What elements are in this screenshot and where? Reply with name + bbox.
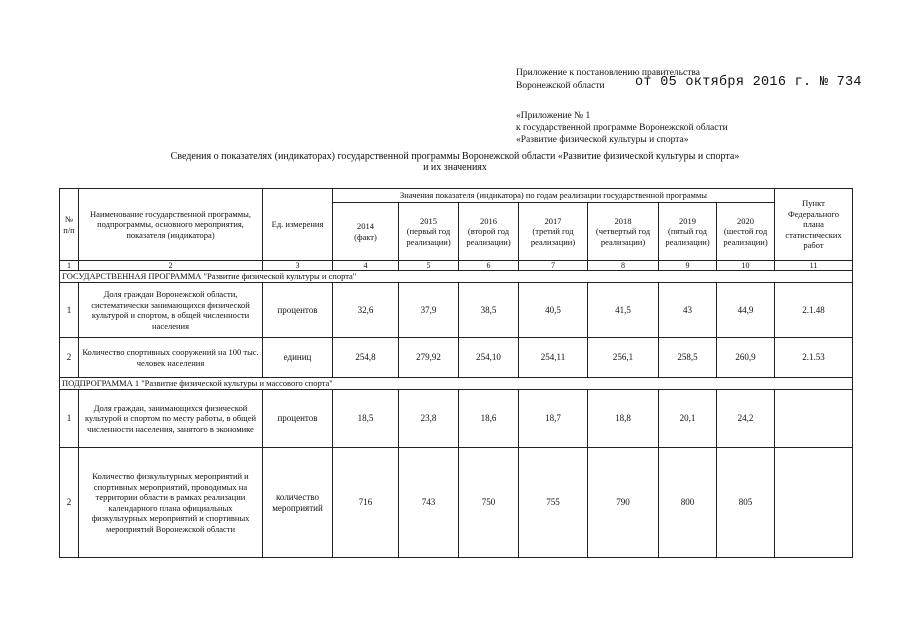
- table-row: [60, 390, 853, 448]
- table-row: [60, 448, 853, 558]
- appendix-line-3: «Развитие физической культуры и спорта»: [516, 135, 689, 145]
- row-number: 2: [60, 448, 79, 558]
- appendix-line-1: «Приложение № 1: [516, 111, 591, 121]
- indicator-unit: единиц: [263, 338, 333, 378]
- indicator-value: 32,6: [333, 283, 399, 338]
- attachment-line-2: Воронежской области: [516, 81, 605, 91]
- header-year-note: (первый год реализации): [406, 226, 451, 247]
- indicator-value: 258,5: [659, 338, 717, 378]
- indicator-name: Количество спортивных сооружений на 100 тыс. человек населения: [79, 338, 263, 378]
- header-year-value: 2020: [737, 215, 754, 226]
- header-year-note: (третий год реализации): [530, 226, 576, 247]
- indicator-value: 43: [659, 283, 717, 338]
- indicator-unit: количество мероприятий: [263, 448, 333, 558]
- header-year-value: 2014: [357, 221, 374, 231]
- fed-plan-item: [775, 448, 853, 558]
- fed-plan-item: 2.1.48: [775, 283, 853, 338]
- indicator-value: 800: [659, 448, 717, 558]
- header-year: [399, 203, 459, 261]
- column-number: 4: [333, 261, 399, 271]
- indicator-value: 44,9: [717, 283, 775, 338]
- indicator-name: Доля граждан Воронежской области, систематически занимающихся физической культурой и спортом, в общей численности населения: [79, 283, 263, 338]
- indicator-unit: процентов: [263, 390, 333, 448]
- indicator-value: 20,1: [659, 390, 717, 448]
- header-values-group: Значения показателя (индикатора) по годам реализации государственной программы: [333, 189, 775, 203]
- indicator-value: 40,5: [519, 283, 588, 338]
- indicator-value: 18,8: [588, 390, 659, 448]
- header-year-note: (шестой год реализации): [723, 226, 768, 247]
- appendix-line-2: к государственной программе Воронежской области: [516, 123, 728, 133]
- indicator-value: 41,5: [588, 283, 659, 338]
- header-year-value: 2015: [420, 215, 437, 226]
- column-number: 5: [399, 261, 459, 271]
- document-title: Сведения о показателях (индикаторах) государственной программы Воронежской области «Развитие физической культуры и спорта»: [170, 151, 740, 162]
- header-year: [333, 203, 399, 261]
- indicator-name: Количество физкультурных мероприятий и спортивных мероприятий, проводимых на территории области в рамках реализации календарного плана официальных физкультурных мероприятий и спортивных мероприятий Воронежской области: [79, 448, 263, 558]
- indicator-value: 18,7: [519, 390, 588, 448]
- header-unit: Ед. измерения: [263, 189, 333, 261]
- header-name: Наименование государственной программы, подпрограммы, основного мероприятия, показателя (индикатора): [79, 189, 263, 261]
- indicator-value: 750: [459, 448, 519, 558]
- indicator-name: Доля граждан, занимающихся физической культурой и спортом по месту работы, в общей численности населения, занятого в экономике: [79, 390, 263, 448]
- section-title: ГОСУДАРСТВЕННАЯ ПРОГРАММА "Развитие физической культуры и спорта": [60, 271, 853, 283]
- section-title: ПОДПРОГРАММА 1 "Развитие физической культуры и массового спорта": [60, 378, 853, 390]
- indicator-value: 38,5: [459, 283, 519, 338]
- indicator-value: 716: [333, 448, 399, 558]
- header-year-note: (второй год реализации): [466, 226, 511, 247]
- table-row: [60, 338, 853, 378]
- fed-plan-item: [775, 390, 853, 448]
- column-number: 6: [459, 261, 519, 271]
- indicator-value: 254,8: [333, 338, 399, 378]
- section-row: [60, 271, 853, 283]
- header-year-value: 2019: [679, 215, 696, 226]
- indicator-value: 755: [519, 448, 588, 558]
- header-year: [717, 203, 775, 261]
- table-row: [60, 283, 853, 338]
- column-number: 1: [60, 261, 79, 271]
- header-year-note: (четвертый год реализации): [595, 226, 651, 247]
- section-row: [60, 378, 853, 390]
- indicator-value: 256,1: [588, 338, 659, 378]
- indicator-value: 18,6: [459, 390, 519, 448]
- column-number: 10: [717, 261, 775, 271]
- row-number: 1: [60, 283, 79, 338]
- row-number: 2: [60, 338, 79, 378]
- header-year-value: 2016: [480, 215, 497, 226]
- column-number: 9: [659, 261, 717, 271]
- indicator-value: 260,9: [717, 338, 775, 378]
- column-number: 7: [519, 261, 588, 271]
- header-year: [588, 203, 659, 261]
- indicator-value: 254,11: [519, 338, 588, 378]
- header-fed-plan: Пункт Федерального плана статистических работ: [775, 189, 853, 261]
- indicator-value: 805: [717, 448, 775, 558]
- indicator-value: 24,2: [717, 390, 775, 448]
- fed-plan-item: 2.1.53: [775, 338, 853, 378]
- header-year-value: 2017: [544, 215, 562, 226]
- indicator-value: 23,8: [399, 390, 459, 448]
- header-num: № п/п: [60, 189, 79, 261]
- document-title-continued: и их значениях: [423, 162, 487, 173]
- indicator-value: 37,9: [399, 283, 459, 338]
- column-number: 8: [588, 261, 659, 271]
- column-number: 11: [775, 261, 853, 271]
- indicator-value: 743: [399, 448, 459, 558]
- indicator-value: 254,10: [459, 338, 519, 378]
- header-year: [659, 203, 717, 261]
- indicator-value: 279,92: [399, 338, 459, 378]
- indicators-table: [59, 188, 853, 558]
- header-year-note: (факт): [354, 231, 377, 242]
- attachment-line-1: Приложение к постановлению правительства: [516, 68, 700, 78]
- column-number: 3: [263, 261, 333, 271]
- decree-number: от 05 октября 2016 г. № 734: [635, 75, 862, 90]
- row-number: 1: [60, 390, 79, 448]
- header-year-note: (пятый год реализации): [665, 226, 710, 247]
- header-year: [519, 203, 588, 261]
- indicator-value: 18,5: [333, 390, 399, 448]
- column-number: 2: [79, 261, 263, 271]
- indicator-value: 790: [588, 448, 659, 558]
- header-year: [459, 203, 519, 261]
- indicator-unit: процентов: [263, 283, 333, 338]
- header-year-value: 2018: [614, 215, 632, 226]
